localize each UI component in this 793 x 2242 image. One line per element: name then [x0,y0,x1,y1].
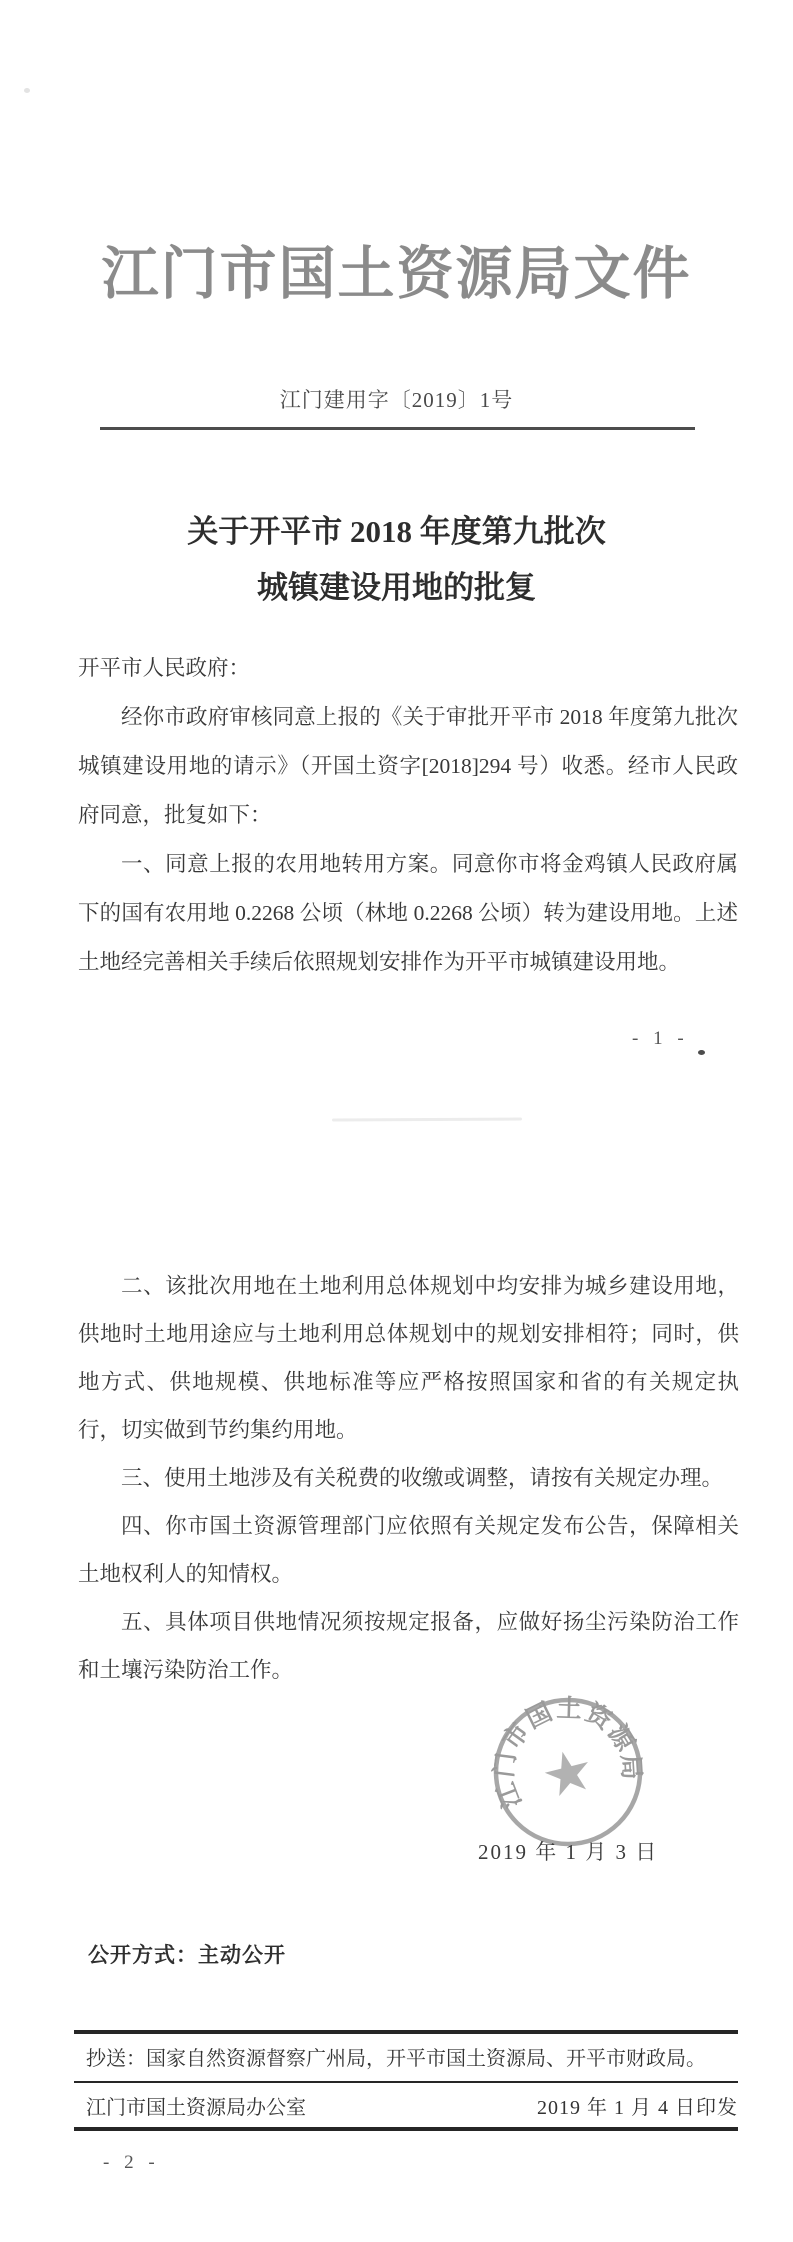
footer-rule-top [74,2030,738,2034]
letterhead-title: 江门市国土资源局文件 [101,243,692,306]
issuer-office: 江门市国土资源局办公室 [86,2097,306,2119]
cc-line: 抄送：国家自然资源督察广州局，开平市国土资源局、开平市财政局。 [86,2048,706,2070]
footer-rule-middle [74,2081,738,2083]
footer-rule-bottom [74,2127,738,2131]
seal-text: 江门市国土资源局 [490,1695,645,1812]
body-page1 [78,644,738,987]
issuer-row [86,2091,738,2120]
page-number-1: - 1 - [632,1028,689,1049]
paragraph: 经你市政府审核同意上报的《关于审批开平市 2018 年度第九批次城镇建设用地的请示》（开国土资字[2018]294 号）收悉。经市人民政府同意，批复如下： [78,705,738,827]
paragraph: 四、你市国土资源管理部门应依照有关规定发布公告，保障相关土地权利人的知情权。 [78,1514,739,1586]
scan-artifact [332,1118,522,1122]
paragraph: 三、使用土地涉及有关税费的收缴或调整，请按有关规定办理。 [121,1466,724,1490]
scan-artifact [24,88,30,93]
page-number-2: - 2 - [103,2152,160,2173]
document-title-line2: 城镇建设用地的批复 [257,570,536,605]
body-page2 [78,1262,739,1694]
document-title-line1: 关于开平市 2018 年度第九批次 [187,514,606,549]
letterhead-rule [100,427,695,430]
sign-date: 2019 年 1 月 3 日 [478,1840,659,1864]
paragraph: 一、同意上报的农用地转用方案。同意你市将金鸡镇人民政府属下的国有农用地 0.2268 公顷（林地 0.2268 公顷）转为建设用地。上述土地经完善相关手续后依照规划安排作为开平市城镇建设用地。 [78,852,738,974]
disclosure-method: 公开方式：主动公开 [88,1944,286,1967]
document-number: 江门建用字〔2019〕1号 [279,388,514,412]
official-seal [490,1694,646,1850]
seal-star-icon: ★ [534,1735,601,1812]
paragraph: 二、该批次用地在土地利用总体规划中均安排为城乡建设用地，供地时土地用途应与土地利用总体规划中的规划安排相符；同时，供地方式、供地规模、供地标准等应严格按照国家和省的有关规定执行，切实做到节约集约用地。 [78,1274,739,1442]
print-date: 2019 年 1 月 4 日印发 [537,2097,738,2119]
scan-artifact [698,1050,705,1055]
document-title [0,504,793,616]
paragraph: 五、具体项目供地情况须按规定报备，应做好扬尘污染防治工作和土壤污染防治工作。 [78,1610,739,1682]
salutation: 开平市人民政府： [78,656,251,680]
